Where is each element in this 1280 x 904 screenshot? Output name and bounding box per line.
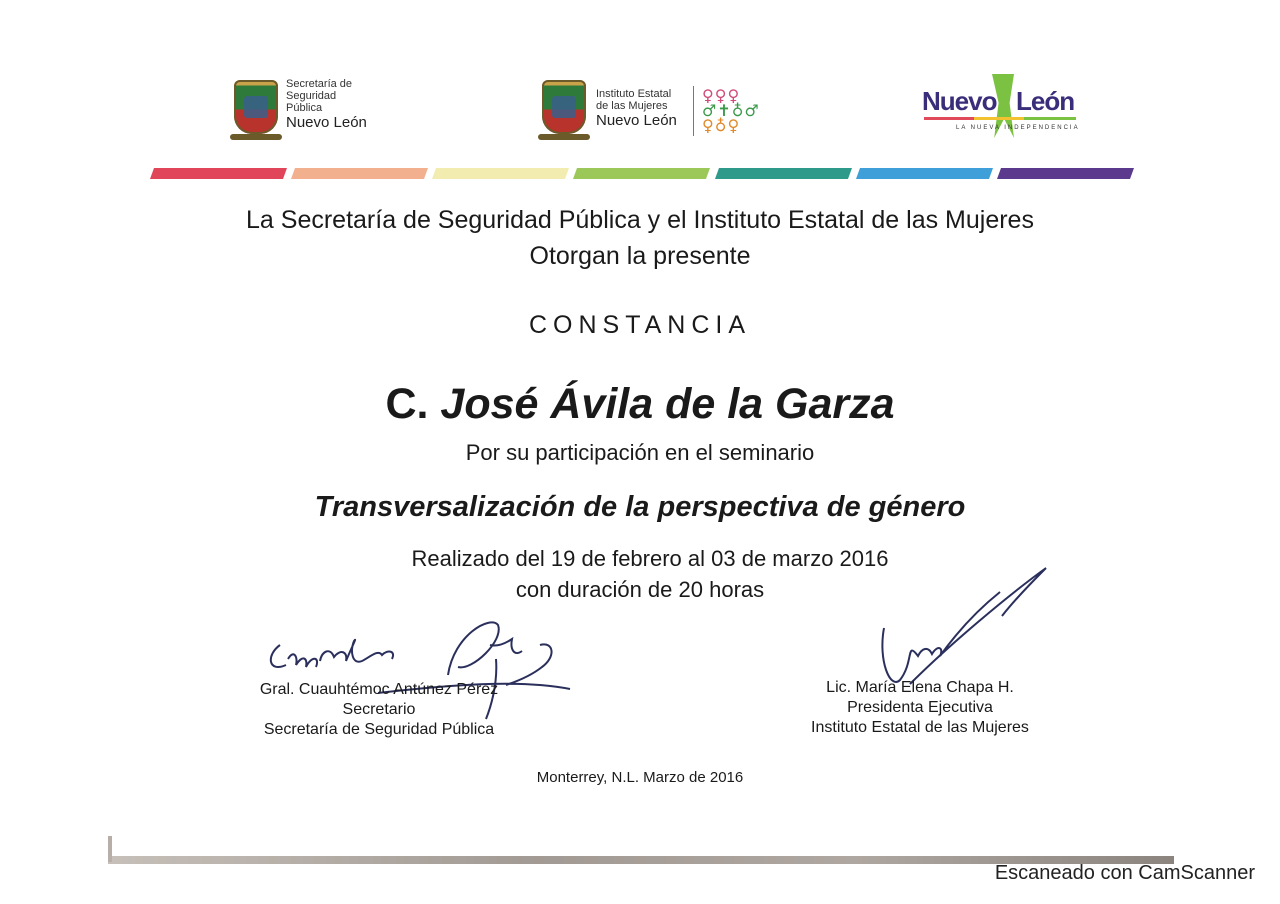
duration-text: con duración de 20 horas	[515, 577, 765, 602]
right-signatory-role: Presidenta Ejecutiva	[847, 699, 993, 716]
color-strip-segment	[715, 168, 852, 179]
participation-text: Por su participación en el seminario	[465, 440, 815, 465]
color-strip-segment	[997, 168, 1134, 179]
right-signatory-org: Instituto Estatal de las Mujeres	[811, 719, 1029, 736]
iem-logo	[536, 70, 766, 146]
left-signatory-org: Secretaría de Seguridad Pública	[263, 721, 495, 738]
shield-base	[538, 134, 590, 140]
state-shield-icon	[234, 80, 278, 134]
right-signatory	[796, 678, 1044, 738]
right-signatory-name: Lic. María Elena Chapa H.	[826, 679, 1014, 696]
intro-line-2: Otorgan la presente	[529, 242, 751, 270]
gender-symbols-icon	[702, 88, 760, 133]
sspc-logo-line3: Pública	[286, 102, 323, 114]
iem-logo-line1: Instituto Estatal	[596, 88, 672, 100]
shield-base	[230, 134, 282, 140]
seminar-title: Transversalización de la perspectiva de género	[314, 491, 966, 523]
color-strip-segment	[573, 168, 710, 179]
nl-logo-word1: Nuevo	[922, 86, 997, 116]
logo-divider	[693, 86, 694, 136]
sspc-logo-line1: Secretaría de	[286, 78, 353, 90]
nl-bar-red	[924, 117, 974, 120]
iem-logo-line2: de las Mujeres	[596, 100, 668, 112]
left-signatory-name: Gral. Cuauhtémoc Antúnez Pérez	[259, 681, 499, 698]
place-date: Monterrey, N.L. Marzo de 2016	[536, 769, 744, 786]
intro-line-1: La Secretaría de Seguridad Pública y el Instituto Estatal de las Mujeres	[246, 206, 1034, 234]
sspc-logo-line4: Nuevo León	[286, 114, 367, 131]
color-strip-segment	[856, 168, 993, 179]
color-strip-segment	[150, 168, 287, 179]
nl-logo-tagline: LA NUEVA INDEPENDENCIA	[956, 125, 1080, 131]
left-signatory	[240, 680, 518, 740]
color-strip-segment	[291, 168, 428, 179]
nl-bar-green	[1024, 117, 1076, 120]
symbols-row-2: ♂✝♁♂	[702, 101, 760, 120]
state-shield-icon	[542, 80, 586, 134]
symbols-row-3: ♀♁♀	[702, 116, 741, 135]
dates-text: Realizado del 19 de febrero al 03 de marzo 2016	[411, 546, 889, 571]
nl-bar-yellow	[974, 117, 1024, 120]
sspc-logo-text	[286, 78, 367, 132]
sspc-logo-line2: Seguridad	[286, 90, 337, 102]
color-strip-segment	[432, 168, 569, 179]
nl-logo-word2: León	[1016, 86, 1075, 116]
nuevo-leon-logo	[920, 74, 1090, 154]
scanner-watermark: Escaneado con CamScanner	[994, 862, 1255, 884]
certificate-title: CONSTANCIA	[528, 311, 752, 339]
sspc-logo	[228, 70, 378, 146]
recipient-full-name: José Ávila de la Garza	[440, 380, 895, 428]
left-signatory-role: Secretario	[342, 701, 416, 718]
symbols-row-1: ♀♀♀	[702, 86, 741, 105]
iem-logo-line3: Nuevo León	[596, 112, 677, 129]
recipient-name	[0, 380, 1280, 429]
recipient-prefix: C.	[385, 380, 429, 428]
iem-logo-text	[596, 88, 677, 130]
